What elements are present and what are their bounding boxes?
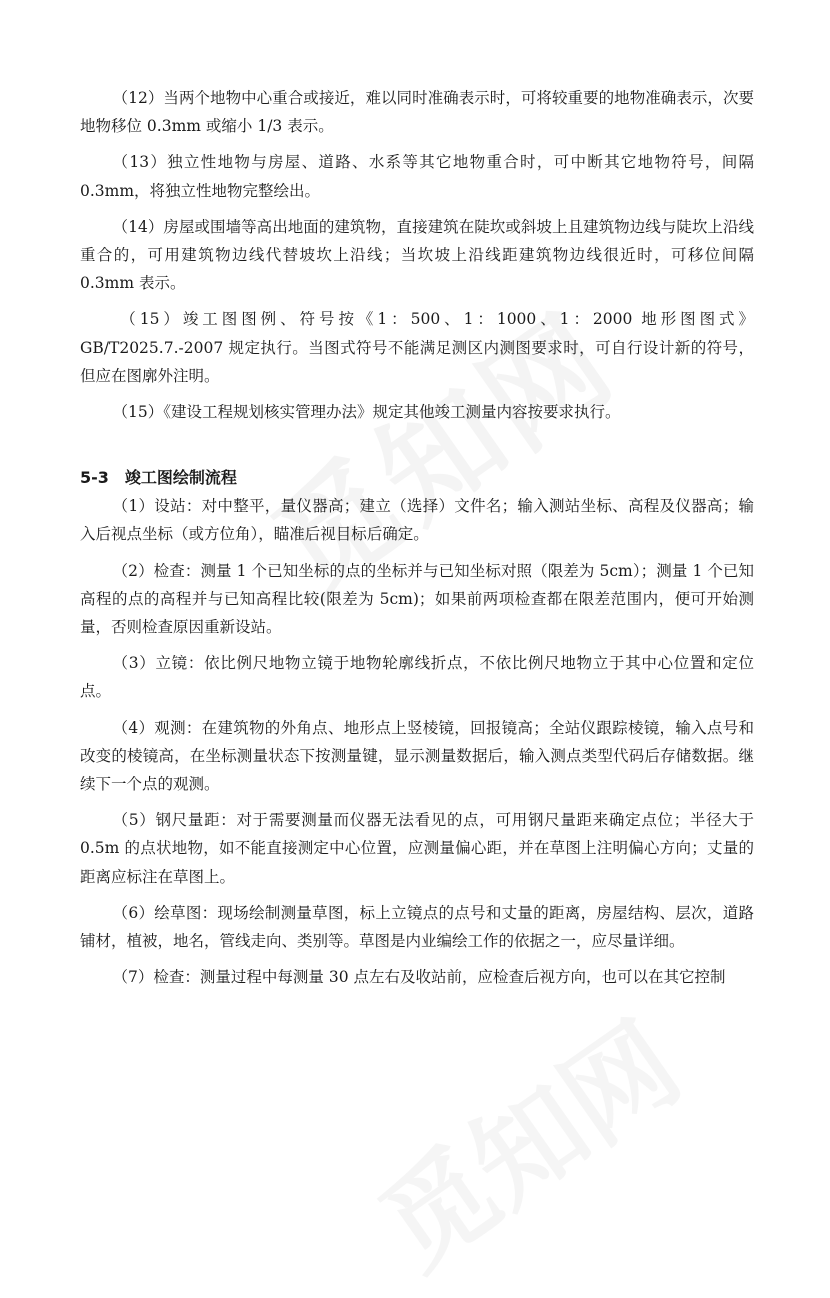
watermark-logo-2 — [345, 980, 706, 1298]
paragraph-item-12: （12）当两个地物中心重合或接近，难以同时准确表示时，可将较重要的地物准确表示，次要地物移位 0.3mm 或缩小 1/3 表示。 — [80, 89, 754, 136]
paragraph-step-2: （2）检查：测量 1 个已知坐标的点的坐标并与已知坐标对照（限差为 5cm）；测量 1 个已知高程的点的高程并与已知高程比较(限差为 5cm)；如果前两项检查都在限差范围内，便可开始测量，否则检查原因重新设站。 — [80, 561, 754, 637]
paragraph-item-14: （14）房屋或围墙等高出地面的建筑物，直接建筑在陡坎或斜坡上且建筑物边线与陡坎上沿线重合的，可用建筑物边线代替坡坎上沿线；当坎坡上沿线距建筑物边线很近时，可移位间隔 0.3mm 表示。 — [80, 217, 754, 293]
paragraph-step-6: （6）绘草图：现场绘制测量草图，标上立镜点的点号和丈量的距离，房屋结构、层次，道路铺材，植被，地名，管线走向、类别等。草图是内业编绘工作的依据之一，应尽量详细。 — [80, 903, 754, 951]
paragraph-step-5: （5）钢尺量距：对于需要测量而仪器无法看见的点，可用钢尺量距来确定点位；半径大于 0.5m 的点状地物，如不能直接测定中心位置，应测量偏心距，并在草图上注明偏心方向；丈量的距离应标注在草图上。 — [80, 811, 754, 886]
paragraph-item-15-legend: （15）竣工图图例、符号按《1：500、1：1000、1：2000 地形图图式》GB/T2025.7.-2007 规定执行。当图式符号不能满足测区内测图要求时，可自行设计新的符号，但应在图廓外注明。 — [80, 310, 754, 385]
paragraph-step-4: （4）观测：在建筑物的外角点、地形点上竖棱镜，回报镜高；全站仪跟踪棱镜，输入点号和改变的棱镜高，在坐标测量状态下按测量键，显示测量数据后，输入测点类型代码后存储数据。继续下一个点的观测。 — [80, 718, 754, 794]
paragraph-item-15-regulation: （15）《建设工程规划核实管理办法》规定其他竣工测量内容按要求执行。 — [112, 403, 621, 422]
paragraph-step-1: （1）设站：对中整平，量仪器高；建立（选择）文件名；输入测站坐标、高程及仪器高；输入后视点坐标（或方位角），瞄准后视目标后确定。 — [80, 497, 754, 544]
paragraph-step-3: （3）立镜：依比例尺地物立镜于地物轮廓线折点，不依比例尺地物立于其中心位置和定位点。 — [80, 654, 754, 701]
paragraph-step-7: （7）检查：测量过程中每测量 30 点左右及收站前，应检查后视方向，也可以在其它控制 — [112, 968, 726, 987]
paragraph-item-13: （13）独立性地物与房屋、道路、水系等其它地物重合时，可中断其它地物符号，间隔 0.3mm，将独立性地物完整绘出。 — [80, 153, 754, 200]
document-body — [80, 84, 754, 991]
section-heading: 5-3 竣工图绘制流程 — [80, 468, 237, 488]
